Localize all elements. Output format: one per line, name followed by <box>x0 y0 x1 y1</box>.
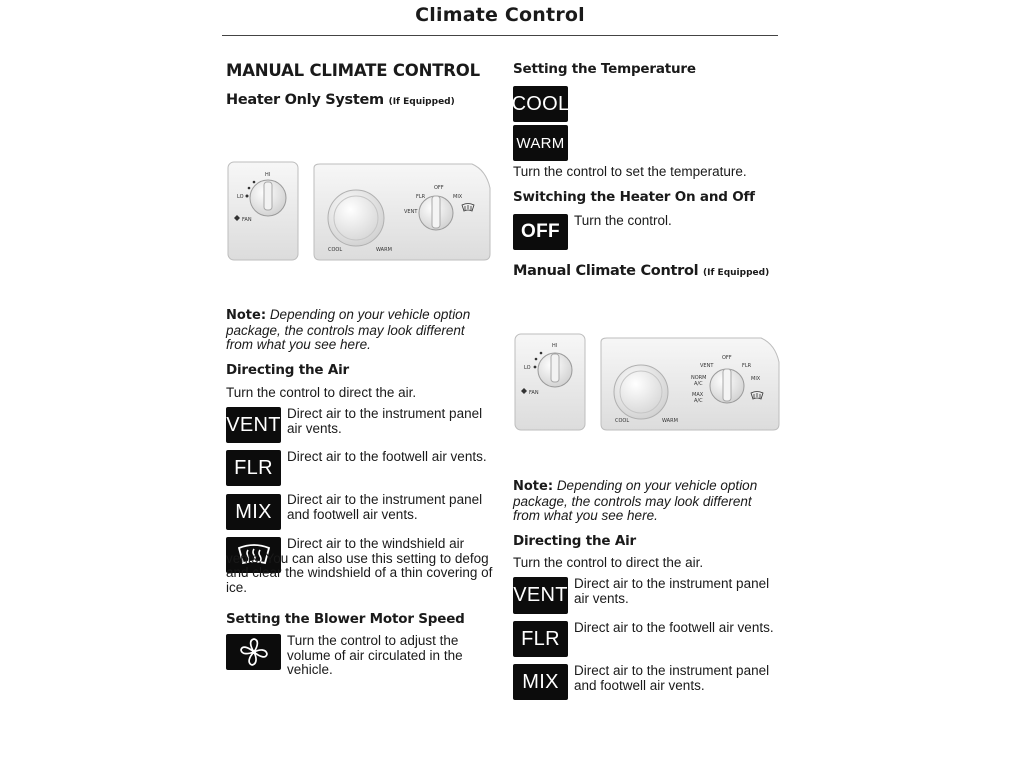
note-2 <box>513 479 775 524</box>
vent-label: VENT <box>404 209 418 215</box>
mix-description-2: Direct air to the instrument panel and footwell air vents. <box>574 663 770 693</box>
mix-label-2: MIX <box>751 376 761 382</box>
fan-lo-label-2: LO <box>524 365 531 371</box>
fan-icon <box>237 637 271 667</box>
if-equipped-label: (If Equipped) <box>388 97 455 107</box>
mix-badge: MIX <box>226 494 281 530</box>
warm-badge: WARM <box>513 125 568 161</box>
vent-badge: VENT <box>226 407 281 443</box>
fan-lo-label: LO <box>237 194 244 200</box>
fan-label: FAN <box>242 217 252 223</box>
max-ac-label: MAX <box>692 392 704 398</box>
heater-panel-illustration <box>224 158 496 264</box>
flr-label: FLR <box>416 194 426 200</box>
fan-badge <box>226 634 281 670</box>
warm-label: WARM <box>376 247 392 253</box>
mix-label: MIX <box>453 194 463 200</box>
flr-description: Direct air to the footwell air vents. <box>287 449 487 464</box>
subsection-heading <box>226 92 455 108</box>
note-text-2: Depending on your vehicle option package, the controls may look different from what you see here. <box>513 478 758 523</box>
manual-climate-heading <box>513 263 769 279</box>
warm-label-2: WARM <box>662 418 678 424</box>
manual-climate-panel-illustration <box>511 330 783 434</box>
note <box>226 308 488 353</box>
mix-badge-2: MIX <box>513 664 568 700</box>
note-label-2: Note: <box>513 479 554 494</box>
directing-intro: Turn the control to direct the air. <box>226 385 417 400</box>
cool-label-2: COOL <box>615 418 630 424</box>
vent-badge-2: VENT <box>513 577 568 614</box>
temperature-heading: Setting the Temperature <box>513 61 696 77</box>
off-description: Turn the control. <box>574 213 672 228</box>
flr-description-2: Direct air to the footwell air vents. <box>574 620 774 635</box>
vent-label-2: VENT <box>700 363 714 369</box>
directing-heading-2: Directing the Air <box>513 533 636 549</box>
note-text: Depending on your vehicle option package, the controls may look different from what you see here. <box>226 307 471 352</box>
directing-heading: Directing the Air <box>226 362 349 378</box>
section-heading: MANUAL CLIMATE CONTROL <box>226 61 480 80</box>
flr-badge-2: FLR <box>513 621 568 657</box>
title-rule <box>222 35 778 36</box>
if-equipped-label-2: (If Equipped) <box>703 268 770 278</box>
fan-hi-label-2: HI <box>552 343 558 349</box>
norm-ac-label-2: A/C <box>694 381 703 387</box>
mix-description: Direct air to the instrument panel and footwell air vents. <box>287 492 483 522</box>
flr-label-2: FLR <box>742 363 752 369</box>
vent-description: Direct air to the instrument panel air vents. <box>287 406 483 436</box>
fan-hi-label: HI <box>265 172 271 178</box>
max-ac-label-2: A/C <box>694 398 703 404</box>
vent-description-2: Direct air to the instrument panel air vents. <box>574 576 770 606</box>
off-label-2: OFF <box>722 355 732 361</box>
temperature-description: Turn the control to set the temperature. <box>513 164 747 179</box>
blower-heading: Setting the Blower Motor Speed <box>226 611 465 627</box>
fan-label-2: FAN <box>529 390 539 396</box>
off-label: OFF <box>434 185 444 191</box>
page-title: Climate Control <box>415 4 585 26</box>
blower-description: Turn the control to adjust the volume of air circulated in the vehicle. <box>287 633 463 677</box>
note-label: Note: <box>226 308 267 323</box>
subsection-heading-text: Heater Only System <box>226 92 384 108</box>
off-badge: OFF <box>513 214 568 250</box>
switching-heading: Switching the Heater On and Off <box>513 189 755 205</box>
cool-label: COOL <box>328 247 343 253</box>
manual-climate-heading-text: Manual Climate Control <box>513 263 699 279</box>
directing-intro-2: Turn the control to direct the air. <box>513 555 704 570</box>
norm-ac-label: NORM <box>691 375 707 381</box>
cool-badge: COOL <box>513 86 568 122</box>
windshield-description: Direct air to the windshield air vents. You can also use this setting to defog and clear the windshield of a thin covering of ice. <box>226 536 493 595</box>
flr-badge: FLR <box>226 450 281 486</box>
